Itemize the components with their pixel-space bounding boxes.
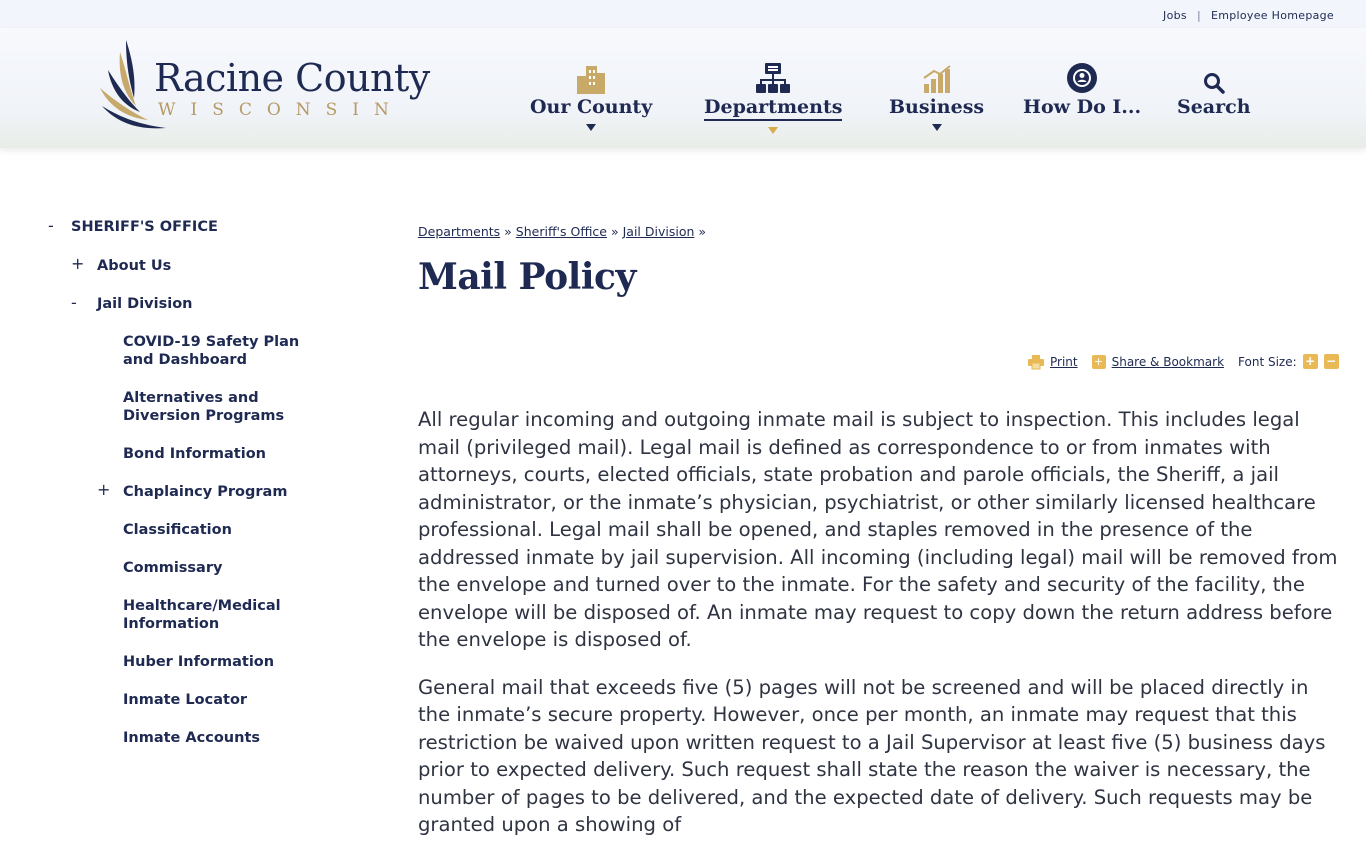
breadcrumb-sheriffs-office[interactable]: Sheriff's Office xyxy=(515,224,607,239)
share-label: Share & Bookmark xyxy=(1111,354,1225,369)
sidebar-item-chaplaincy-program[interactable]: Chaplaincy Program xyxy=(123,484,288,500)
page-title: Mail Policy xyxy=(418,256,636,298)
expand-icon[interactable]: + xyxy=(71,254,85,273)
nav-search[interactable] xyxy=(1177,60,1251,118)
org-chart-icon xyxy=(704,60,842,94)
collapse-icon[interactable]: - xyxy=(48,216,54,235)
site-header xyxy=(0,28,1366,148)
font-increase-button[interactable]: + xyxy=(1303,354,1318,369)
employee-homepage-link[interactable]: Employee Homepage xyxy=(1210,9,1334,22)
sidebar-item-sheriffs-office[interactable]: SHERIFF'S OFFICE xyxy=(71,219,218,235)
jobs-link[interactable]: Jobs xyxy=(1163,9,1187,22)
print-button[interactable] xyxy=(1028,355,1078,369)
sidebar-item-about-us[interactable]: About Us xyxy=(97,258,172,274)
breadcrumb xyxy=(418,224,706,239)
main-content xyxy=(418,406,1338,859)
font-size-label: Font Size: xyxy=(1238,354,1297,369)
nav-our-county[interactable] xyxy=(530,60,652,131)
sidebar-item-alternatives[interactable]: Alternatives and Diversion Programs xyxy=(123,390,285,424)
sidebar-item-commissary[interactable]: Commissary xyxy=(123,560,223,576)
sidebar-item-huber-information[interactable]: Huber Information xyxy=(123,654,275,670)
utility-bar xyxy=(0,0,1366,28)
sidebar-item-bond-information[interactable]: Bond Information xyxy=(123,446,266,462)
font-size-control xyxy=(1238,354,1339,369)
utility-separator: | xyxy=(1196,9,1201,22)
chevron-down-icon xyxy=(932,124,942,131)
share-bookmark-button[interactable] xyxy=(1092,355,1224,369)
collapse-icon[interactable]: - xyxy=(71,293,77,312)
chevron-down-icon xyxy=(586,124,596,131)
nav-label: Search xyxy=(1177,96,1251,118)
nav-label: Our County xyxy=(530,96,653,118)
nav-label: Business xyxy=(889,96,985,118)
breadcrumb-separator: » xyxy=(698,224,707,239)
chevron-down-icon xyxy=(768,127,778,134)
nav-label: Departments xyxy=(704,96,842,121)
page-tools xyxy=(1028,354,1339,369)
breadcrumb-departments[interactable]: Departments xyxy=(418,224,501,239)
sidebar-item-inmate-locator[interactable]: Inmate Locator xyxy=(123,692,248,708)
sidebar-item-inmate-accounts[interactable]: Inmate Accounts xyxy=(123,730,261,746)
logo-name: Racine County xyxy=(154,56,430,100)
county-logo[interactable] xyxy=(96,36,436,136)
breadcrumb-separator: » xyxy=(504,224,512,239)
bar-chart-icon xyxy=(889,60,984,94)
printer-icon xyxy=(1028,355,1044,369)
font-decrease-button[interactable]: − xyxy=(1324,354,1339,369)
sidebar-item-covid-19[interactable]: COVID-19 Safety Plan and Dashboard xyxy=(123,334,300,368)
search-icon xyxy=(1177,60,1251,94)
breadcrumb-jail-division[interactable]: Jail Division xyxy=(622,224,695,239)
sidebar-item-classification[interactable]: Classification xyxy=(123,522,232,538)
nav-how-do-i[interactable] xyxy=(1023,60,1141,118)
nav-business[interactable] xyxy=(889,60,984,131)
print-label: Print xyxy=(1050,354,1078,369)
logo-state: WISCONSIN xyxy=(158,100,404,120)
content-paragraph: All regular incoming and outgoing inmate mail is subject to inspection. This includes legal mail (privileged mail). Legal mail is defined as correspondence to or from inmates with attorneys, courts, elected officials, state probation and parole officials, the Sheriff, a jail administrator, or the inmate’s physician, psychiatrist, or other similarly licensed healthcare professional. Legal mail shall be opened, and staples removed in the presence of the addressed inmate by jail supervision. All incoming (including legal) mail will be removed from the envelope and turned over to the inmate. For the safety and security of the facility, the envelope will be disposed of. An inmate may request to copy down the return address before the envelope is disposed of. xyxy=(418,408,1338,651)
expand-icon[interactable]: + xyxy=(97,480,111,499)
sidebar-item-healthcare-medical[interactable]: Healthcare/Medical Information xyxy=(123,598,281,632)
utility-links xyxy=(1163,9,1334,22)
breadcrumb-separator: » xyxy=(610,224,619,239)
nav-label: How Do I... xyxy=(1023,96,1142,118)
plus-icon: + xyxy=(1092,355,1106,369)
buildings-icon xyxy=(530,60,652,94)
content-paragraph: General mail that exceeds five (5) pages will not be screened and will be placed directly in the inmate’s secure property. However, once per month, an inmate may request that this restriction be waived upon written request to a Jail Supervisor at least five (5) business days prior to expected delivery. Such request shall state the reason the waiver is necessary, the number of pages to be delivered, and the expected date of delivery. Such requests may be granted upon a showing of xyxy=(418,675,1326,836)
sidebar-item-jail-division[interactable]: Jail Division xyxy=(97,296,193,312)
gear-user-icon xyxy=(1023,60,1141,94)
nav-departments[interactable] xyxy=(704,60,842,134)
